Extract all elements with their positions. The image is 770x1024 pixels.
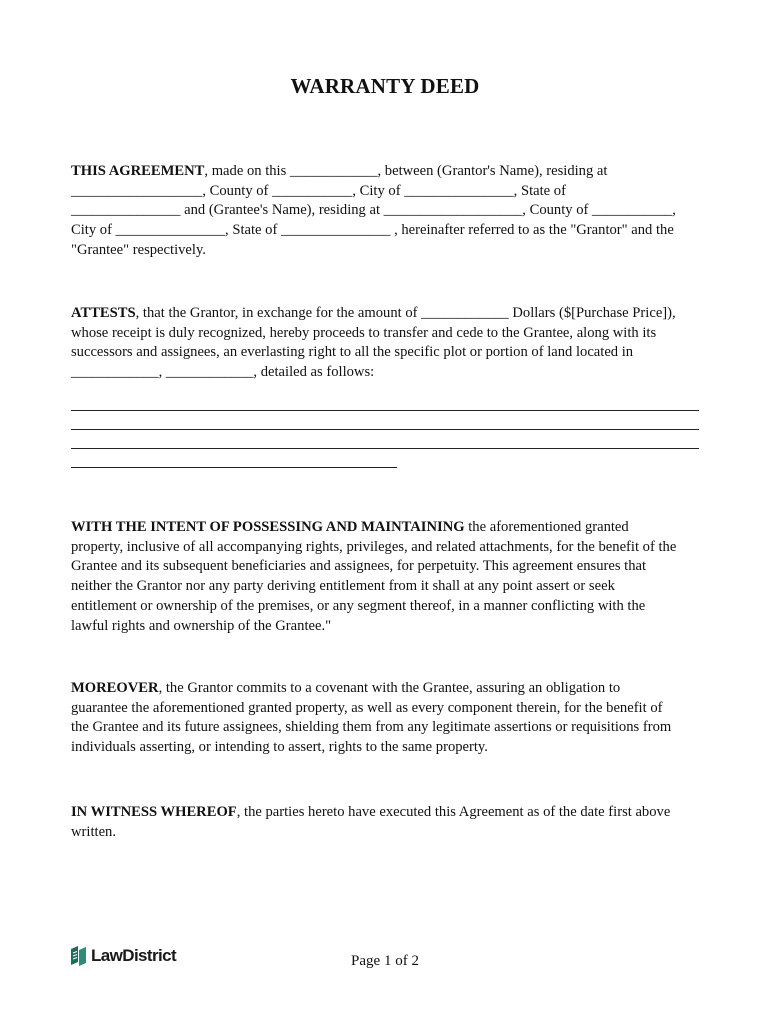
paragraph-line: Grantee and its subsequent beneficiaries and assignees, for perpetuity. This agreement ensures that bbox=[71, 558, 647, 575]
logo-text: LawDistrict bbox=[91, 946, 177, 965]
description-blank-line bbox=[71, 429, 699, 430]
paragraph-line: written. bbox=[71, 823, 116, 840]
paragraph-line: ____________, ____________, detailed as follows: bbox=[71, 364, 375, 381]
paragraph-line: the Grantee and its future assignees, shielding them from any legitimate assertions or requisitions from bbox=[71, 719, 672, 736]
paragraph-line: MOREOVER, the Grantor commits to a covenant with the Grantee, assuring an obligation to bbox=[71, 680, 621, 696]
paragraph-line: THIS AGREEMENT, made on this ____________, between (Grantor's Name), residing at bbox=[71, 163, 608, 179]
paragraph-line: _______________ and (Grantee's Name), residing at ___________________, County of ___________, bbox=[71, 202, 676, 219]
description-blank-line bbox=[71, 467, 397, 468]
paragraph-line: WITH THE INTENT OF POSSESSING AND MAINTAINING the aforementioned granted bbox=[71, 519, 629, 535]
paragraph-line: guarantee the aforementioned granted property, as well as every component therein, for the benefit of bbox=[71, 699, 663, 716]
paragraph-line: __________________, County of ___________, City of _______________, State of bbox=[71, 182, 566, 199]
paragraph-line: neither the Grantor nor any party deriving entitlement from it shall at any point assert or seek bbox=[71, 578, 615, 595]
page-number: Page 1 of 2 bbox=[351, 953, 419, 969]
witness-paragraph bbox=[71, 803, 701, 842]
description-blank-line bbox=[71, 448, 699, 449]
paragraph-line: "Grantee" respectively. bbox=[71, 241, 206, 258]
attests-lead: ATTESTS bbox=[71, 305, 136, 321]
intent-lead: WITH THE INTENT OF POSSESSING AND MAINTAINING bbox=[71, 519, 465, 535]
moreover-lead: MOREOVER bbox=[71, 680, 159, 696]
paragraph-line: IN WITNESS WHEREOF, the parties hereto have executed this Agreement as of the date first above bbox=[71, 804, 671, 820]
paragraph-line: whose receipt is duly recognized, hereby proceeds to transfer and cede to the Grantee, along with its bbox=[71, 324, 657, 341]
paragraph-line: City of _______________, State of _______________ , hereinafter referred to as the "Grantor" and the bbox=[71, 222, 674, 239]
paragraph-line: individuals asserting, or intending to assert, rights to the same property. bbox=[71, 739, 488, 756]
paragraph-line: lawful rights and ownership of the Grantee." bbox=[71, 617, 332, 634]
moreover-paragraph bbox=[71, 679, 701, 758]
paragraph-line: ATTESTS, that the Grantor, in exchange for the amount of ____________ Dollars ($[Purchase Price]), bbox=[71, 305, 676, 321]
intent-paragraph bbox=[71, 518, 701, 636]
document-title: WARRANTY DEED bbox=[290, 74, 480, 98]
witness-lead: IN WITNESS WHEREOF bbox=[71, 804, 237, 820]
agreement-paragraph bbox=[71, 162, 701, 261]
attests-paragraph bbox=[71, 304, 701, 383]
paragraph-line: successors and assignees, an everlasting right to all the specific plot or portion of land located in bbox=[71, 344, 634, 361]
agreement-lead: THIS AGREEMENT bbox=[71, 163, 205, 179]
paragraph-line: property, inclusive of all accompanying rights, privileges, and related attachments, for the benefit of the bbox=[71, 538, 677, 555]
description-blank-line bbox=[71, 410, 699, 411]
paragraph-line: entitlement or ownership of the premises, or any segment thereof, in a manner conflicting with the bbox=[71, 597, 646, 614]
